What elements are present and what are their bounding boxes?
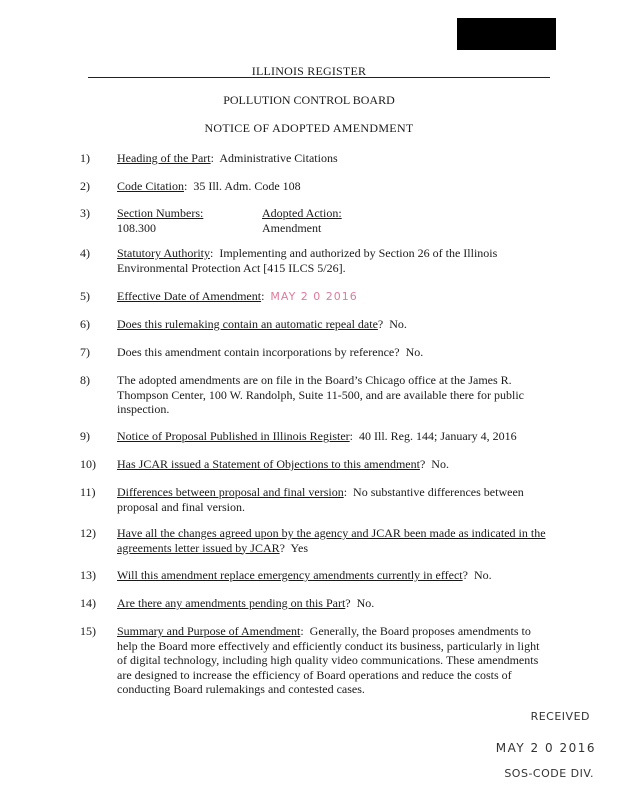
received-stamp-division: SOS-CODE DIV. (504, 767, 594, 780)
item-label: Will this amendment replace emergency amendments currently in effect (117, 568, 463, 582)
item-value: No. (356, 596, 375, 610)
item-label: Statutory Authority (117, 246, 210, 260)
adopted-action-label: Adopted Action: (262, 206, 342, 220)
item-label: Effective Date of Amendment (117, 289, 262, 303)
item-label: Have all the changes agreed upon by the agency and JCAR been made as indicated in the agreements letter issued by JCAR (117, 526, 546, 555)
received-stamp-label: RECEIVED (530, 710, 590, 723)
item-value: No substantive differences between proposal and final version. (117, 485, 524, 514)
item-value: Administrative Citations (219, 151, 338, 165)
header-rule (88, 77, 550, 78)
adopted-action-column (262, 206, 342, 235)
item-label: Heading of the Part (117, 151, 211, 165)
item-label: Notice of Proposal Published in Illinois Register (117, 429, 350, 443)
section-numbers-value: 108.300 (117, 220, 156, 235)
item-label: Does this rulemaking contain an automatic repeal date (117, 317, 378, 331)
item-value: No. (405, 345, 424, 359)
register-title: ILLINOIS REGISTER (251, 64, 367, 78)
item-value: Implementing and authorized by Section 26 of the Illinois Environmental Protection Act [415 ILCS 5/26]. (117, 246, 498, 275)
effective-date-stamp: MAY 2 0 2016 (270, 290, 358, 303)
item-value: No. (431, 457, 449, 471)
section-numbers-label: Section Numbers: (117, 206, 204, 220)
board-name: POLLUTION CONTROL BOARD (223, 93, 395, 107)
adopted-action-value: Amendment (262, 220, 322, 235)
item-label: Are there any amendments pending on this Part (117, 596, 346, 610)
item-value: 35 Ill. Adm. Code 108 (193, 179, 301, 193)
item-value: No. (473, 568, 492, 582)
item-value: 40 Ill. Reg. 144; January 4, 2016 (359, 429, 517, 443)
item-text: The adopted amendments are on file in the Board’s Chicago office at the James R. Thompson Center, 100 W. Randolph, Suite 11-500, and are available there for public inspection. (117, 373, 524, 416)
received-stamp-date: MAY 2 0 2016 (495, 741, 596, 755)
item-label: Code Citation (117, 179, 184, 193)
item-text: Does this amendment contain incorporations by reference? (117, 345, 400, 359)
item-label: Has JCAR issued a Statement of Objections to this amendment (117, 457, 420, 471)
item-value: No. (389, 317, 407, 331)
item-3: 3) Section Numbers: 108.300 Adopted Action: Amendment (80, 206, 550, 236)
item-label: Summary and Purpose of Amendment (117, 624, 301, 638)
item-value: Generally, the Board proposes amendments to help the Board more effectively and efficiently conduct its business, particularly in light of digital technology, including high quality video communications. These amendments are designed to increase the efficiency of Board operations and reduce the costs of conducting Board rulemakings and contested cases. (117, 624, 540, 696)
redaction-box (457, 18, 556, 50)
item-value: Yes (290, 540, 308, 555)
notice-title: NOTICE OF ADOPTED AMENDMENT (204, 121, 414, 135)
item-label: Differences between proposal and final version (117, 485, 344, 499)
